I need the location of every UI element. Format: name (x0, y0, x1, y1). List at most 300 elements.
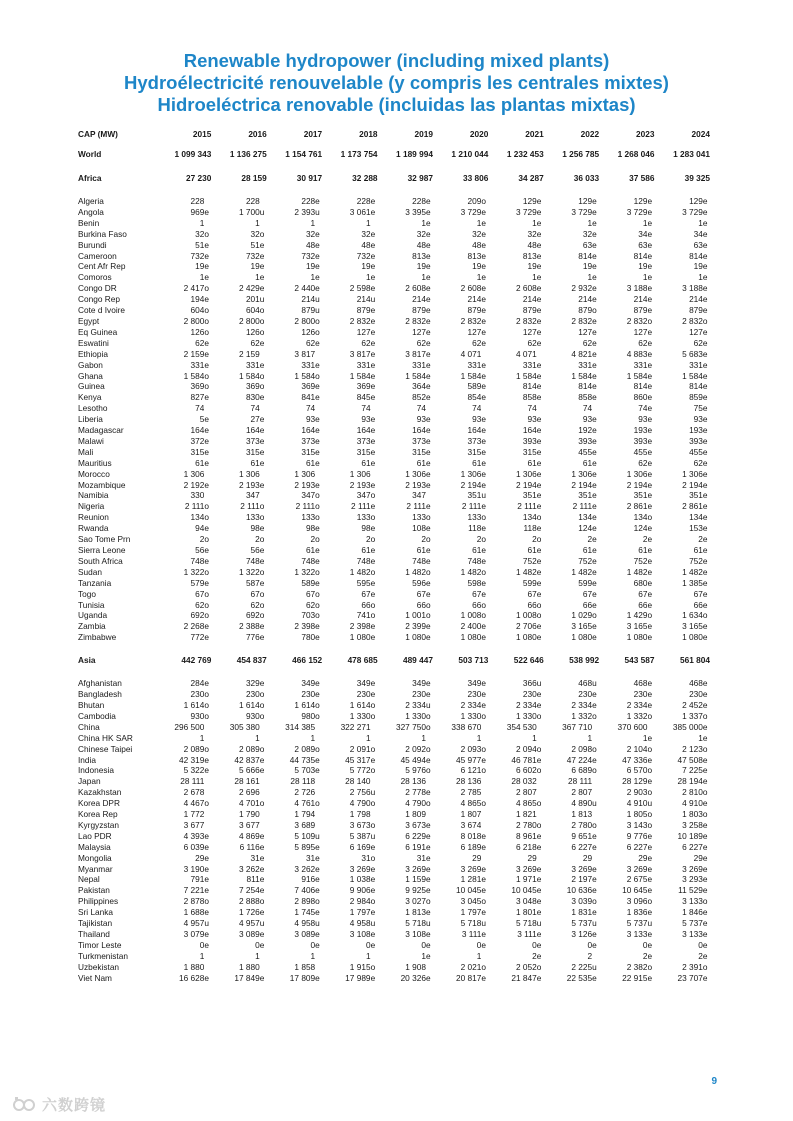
value-cell: 10 636 (566, 885, 593, 896)
flag-cell: e (481, 272, 486, 283)
value-cell: 1 (476, 950, 482, 961)
flag-cell: e (647, 523, 653, 534)
value-cell: 1 482 (515, 566, 537, 577)
value-cell: 61 (416, 545, 426, 555)
flag-cell: e (647, 206, 653, 217)
value-cell: 351 (522, 490, 537, 501)
value-cell: 1 809 (405, 809, 426, 820)
flag-cell (648, 722, 669, 733)
flag-cell: e (425, 754, 431, 765)
flag-cell: o (370, 743, 376, 754)
flag-cell: e (702, 632, 708, 643)
value-cell: 3 258 (682, 819, 703, 830)
table-row (78, 207, 724, 218)
value-cell: 2 021 (460, 961, 482, 972)
value-cell: 32 (472, 228, 482, 239)
value-cell: 9 776 (626, 830, 648, 841)
value-cell: 3 677 (239, 819, 260, 830)
country-name: Burkina Faso (78, 228, 127, 239)
value-cell: 133 (412, 512, 426, 523)
flag-cell (204, 787, 225, 798)
value-cell: 209 (467, 196, 482, 206)
flag-cell: e (702, 348, 708, 359)
flag-cell: o (315, 512, 320, 523)
flag-cell: e (592, 468, 597, 479)
flag-cell: e (592, 348, 597, 359)
value-cell: 127 (467, 326, 482, 337)
value-cell: 134 (689, 512, 703, 523)
flag-cell: e (702, 950, 708, 961)
country-name: Indonesia (78, 765, 114, 776)
flag-cell: o (370, 512, 376, 523)
title-block (0, 50, 793, 116)
value-cell: 5 (199, 414, 205, 425)
flag-cell: e (259, 392, 265, 403)
value-cell: 9 906 (349, 885, 371, 896)
flag-cell: e (370, 228, 376, 239)
value-cell: 3 729 (626, 206, 648, 217)
flag-cell: o (592, 743, 597, 754)
flag-cell (426, 809, 447, 820)
flag-cell (204, 951, 225, 962)
country-name: Mozambique (78, 479, 126, 490)
value-cell: 133 (245, 512, 260, 523)
value-cell: 230 (633, 689, 648, 700)
flag-cell: e (702, 577, 708, 588)
value-cell: 3 817 (405, 348, 426, 359)
value-cell: 61 (472, 457, 482, 468)
value-cell: 22 915 (622, 972, 648, 983)
value-cell: 129 (689, 196, 703, 206)
table-row (78, 229, 724, 240)
flag-cell: e (702, 874, 708, 885)
flag-cell: o (259, 599, 265, 610)
flag-cell: e (204, 907, 210, 918)
flag-cell: o (592, 305, 597, 316)
value-cell: 126 (190, 326, 205, 337)
country-name: Korea Rep (78, 809, 118, 820)
value-cell: 47 336 (622, 754, 648, 765)
value-cell: 2 (642, 950, 648, 961)
value-cell: 20 817 (455, 972, 482, 983)
value-cell: 2 382 (626, 961, 648, 972)
value-cell: 2 832 (405, 315, 426, 326)
value-cell: 1 322 (183, 566, 205, 577)
value-cell: 879 (633, 305, 648, 316)
flag-cell: e (647, 228, 653, 239)
flag-cell: o (702, 809, 708, 820)
table-row (78, 371, 724, 382)
value-cell: 5 683 (682, 348, 703, 359)
value-cell: 3 111 (461, 929, 482, 939)
total-cell: 1 256 785 (562, 148, 600, 159)
value-cell: 393 (633, 435, 648, 446)
country-name: Eq Guinea (78, 326, 118, 337)
flag-cell: e (370, 414, 376, 425)
value-cell: 17 989 (345, 972, 371, 983)
value-cell: 598 (467, 577, 482, 588)
flag-cell: e (647, 217, 653, 228)
flag-cell: o (204, 228, 210, 239)
flag-cell: e (481, 632, 486, 643)
value-cell: 1 634 (682, 610, 703, 621)
flag-cell: e (702, 907, 708, 918)
value-cell: 3 045 (460, 896, 482, 907)
value-cell: 118 (523, 523, 537, 534)
flag-cell: o (315, 490, 320, 501)
country-name: Eswatini (78, 337, 109, 348)
table-row (78, 338, 724, 349)
value-cell: 230 (301, 689, 316, 700)
flag-cell: o (702, 787, 708, 798)
flag-cell: e (315, 929, 320, 939)
country-name: Madagascar (78, 425, 124, 436)
value-cell: 8 018 (460, 830, 482, 841)
value-cell: 852 (412, 392, 426, 403)
value-cell: 4 910 (682, 798, 703, 809)
world-row (78, 147, 724, 161)
flag-cell: e (481, 228, 486, 239)
flag-cell (371, 776, 392, 787)
country-name: Uzbekistan (78, 961, 120, 972)
flag-cell: o (315, 326, 320, 337)
country-name: Cote d Ivoire (78, 305, 126, 316)
flag-cell (315, 809, 336, 820)
flag-cell: e (647, 414, 653, 425)
flag-cell: e (204, 206, 210, 217)
value-cell: 331 (522, 359, 537, 370)
value-cell: 61 (195, 457, 205, 468)
flag-cell: o (259, 743, 265, 754)
flag-cell: e (702, 555, 708, 566)
flag-cell: u (204, 918, 210, 929)
flag-cell: e (702, 852, 708, 863)
flag-cell: e (536, 754, 542, 765)
flag-cell: e (204, 272, 210, 283)
flag-cell: e (425, 939, 431, 950)
country-name: Nigeria (78, 501, 105, 512)
value-cell: 214 (578, 294, 593, 305)
value-cell: 1 (255, 272, 260, 283)
value-cell: 315 (301, 446, 316, 457)
flag-cell: e (204, 457, 210, 468)
country-name: Chinese Taipei (78, 743, 133, 754)
value-cell: 3 079 (183, 929, 205, 939)
flag-cell: e (204, 348, 210, 359)
value-cell: 351 (467, 490, 482, 501)
flag-cell: o (259, 798, 265, 809)
value-cell: 393 (578, 435, 593, 446)
flag-cell: e (315, 852, 320, 863)
flag-cell: e (259, 863, 265, 874)
country-name: Sri Lanka (78, 907, 114, 918)
flag-cell: e (702, 885, 708, 896)
year-header: 2022 (580, 129, 600, 139)
flag-cell: e (647, 403, 653, 414)
value-cell: 347 (356, 490, 371, 501)
flag-cell: e (370, 754, 376, 765)
value-cell: 3 269 (460, 863, 482, 874)
value-cell: 51 (195, 239, 205, 250)
flag-cell: e (702, 545, 708, 555)
flag-cell (315, 469, 336, 480)
value-cell: 63 (638, 239, 648, 250)
flag-cell: o (481, 566, 486, 577)
flag-cell: e (425, 523, 431, 534)
flag-cell: o (259, 588, 265, 599)
value-cell: 6 602 (515, 765, 537, 776)
flag-cell: u (536, 918, 542, 929)
value-cell: 62 (638, 337, 648, 348)
flag-cell: e (702, 939, 708, 950)
flag-cell (204, 820, 225, 831)
value-cell: 5 666 (239, 765, 260, 776)
flag-cell: e (702, 841, 708, 852)
value-cell: 1 (587, 732, 593, 743)
value-cell: 2 192 (183, 479, 205, 490)
flag-cell: o (315, 501, 320, 512)
flag-cell: u (315, 830, 320, 841)
flag-cell: e (481, 939, 486, 950)
flag-cell (592, 722, 613, 733)
flag-cell: e (425, 874, 431, 885)
value-cell: 67 (638, 588, 648, 599)
value-cell: 62 (693, 337, 703, 348)
value-cell: 4 958 (349, 918, 371, 929)
value-cell: 1 306 (682, 468, 703, 479)
table-row (78, 853, 724, 864)
country-name: Japan (78, 776, 101, 787)
flag-cell: e (425, 217, 431, 228)
flag-cell: e (259, 885, 265, 896)
flag-cell: e (425, 392, 431, 403)
value-cell: 2 159 (183, 348, 205, 359)
value-cell: 28 161 (234, 776, 260, 787)
value-cell: 373 (245, 435, 260, 446)
flag-cell: o (425, 721, 431, 732)
value-cell: 604 (190, 305, 205, 316)
flag-cell: o (259, 710, 265, 721)
flag-cell: e (315, 689, 320, 700)
flag-cell: e (536, 841, 542, 852)
flag-cell: e (592, 874, 597, 885)
flag-cell: e (315, 228, 320, 239)
value-cell: 1 971 (515, 874, 537, 885)
flag-cell: e (259, 555, 265, 566)
value-cell: 93 (305, 414, 316, 425)
value-cell: 32 (195, 228, 205, 239)
value-cell: 331 (190, 359, 205, 370)
year-header: 2018 (359, 129, 378, 139)
flag-cell: e (370, 621, 376, 632)
value-cell: 1 772 (183, 809, 205, 820)
flag-cell (426, 403, 447, 414)
table-row (78, 885, 724, 896)
spacer-row (78, 186, 724, 197)
value-cell: 192 (578, 425, 593, 436)
country-name: China HK SAR (78, 732, 133, 743)
flag-cell: o (425, 798, 431, 809)
flag-cell: e (259, 414, 265, 425)
value-cell: 2 756 (349, 787, 371, 798)
value-cell: 9 925 (405, 885, 426, 896)
value-cell: 2 089 (239, 743, 260, 754)
country-name: Lao PDR (78, 830, 112, 841)
flag-cell: e (702, 370, 708, 381)
value-cell: 228 (190, 196, 205, 206)
table-row (78, 403, 724, 414)
value-cell: 1 482 (682, 566, 703, 577)
value-cell: 9 651 (571, 830, 593, 841)
value-cell: 1 (476, 732, 482, 743)
value-cell: 2 092 (405, 743, 426, 754)
value-cell: 2 780 (571, 819, 593, 830)
value-cell: 1 846 (682, 907, 703, 918)
value-cell: 61 (693, 545, 703, 555)
value-cell: 354 530 (506, 721, 537, 732)
flag-cell: u (592, 918, 597, 929)
value-cell: 1 614 (239, 699, 260, 710)
value-cell: 1 614 (294, 699, 316, 710)
value-cell: 364 (412, 381, 426, 392)
flag-cell: e (425, 830, 431, 841)
value-cell: 93 (582, 414, 593, 425)
corner-label: CAP (MW) (78, 129, 118, 139)
value-cell: 28 032 (511, 776, 537, 787)
value-cell: 315 (412, 446, 426, 457)
value-cell: 393 (689, 435, 703, 446)
flag-cell: e (647, 929, 653, 939)
value-cell: 214 (689, 294, 703, 305)
value-cell: 31 (361, 852, 371, 863)
value-cell: 1 797 (349, 907, 371, 918)
value-cell: 1 (698, 217, 703, 228)
flag-cell: e (702, 754, 708, 765)
value-cell: 455 (689, 446, 703, 457)
value-cell: 4 790 (349, 798, 371, 809)
flag-cell: e (647, 545, 653, 555)
flag-cell: e (370, 305, 376, 316)
flag-cell: e (425, 588, 431, 599)
value-cell: 859 (689, 392, 703, 403)
flag-cell: e (592, 512, 597, 523)
value-cell: 7 254 (239, 885, 260, 896)
value-cell: 1 (587, 217, 593, 228)
value-cell: 2 785 (460, 787, 482, 798)
table-row (78, 425, 724, 436)
flag-cell: u (315, 206, 320, 217)
total-cell: 1 268 046 (617, 148, 655, 159)
table-row (78, 578, 724, 589)
value-cell: 1 330 (460, 710, 482, 721)
value-cell: 1 482 (460, 566, 482, 577)
value-cell: 93 (693, 414, 703, 425)
value-cell: 10 645 (622, 885, 648, 896)
flag-cell: e (647, 852, 653, 863)
value-cell: 108 (412, 523, 426, 534)
flag-cell (371, 809, 392, 820)
value-cell: 4 957 (239, 918, 260, 929)
value-cell: 153 (689, 523, 703, 534)
flag-cell: e (425, 326, 431, 337)
flag-cell (481, 951, 502, 962)
flag-cell: e (647, 425, 653, 436)
flag-cell (260, 787, 281, 798)
country-name: Tanzania (78, 577, 112, 588)
value-cell: 61 (250, 457, 260, 468)
value-cell: 1 (476, 217, 482, 228)
flag-cell: e (315, 261, 320, 272)
value-cell: 284 (190, 678, 205, 689)
value-cell: 349 (467, 678, 482, 689)
value-cell: 1 (532, 732, 537, 743)
value-cell: 214 (301, 294, 316, 305)
flag-cell: e (370, 196, 376, 206)
value-cell: 830 (245, 392, 260, 403)
value-cell: 732 (301, 250, 316, 261)
value-cell: 27 (250, 414, 260, 425)
value-cell: 1 836 (626, 907, 648, 918)
flag-cell: o (259, 370, 265, 381)
value-cell: 19 (527, 261, 537, 272)
flag-cell: u (370, 918, 376, 929)
flag-cell: e (647, 599, 653, 610)
flag-cell: e (370, 392, 376, 403)
table-row (78, 711, 724, 722)
value-cell: 32 (250, 228, 260, 239)
value-cell: 127 (412, 326, 426, 337)
value-cell: 587 (245, 577, 260, 588)
value-cell: 0 (532, 939, 537, 950)
flag-cell: e (315, 250, 320, 261)
value-cell: 604 (245, 305, 260, 316)
flag-cell: o (259, 381, 265, 392)
flag-cell (260, 469, 281, 480)
value-cell: 347 (412, 490, 426, 501)
flag-cell: e (425, 239, 431, 250)
value-cell: 1 (698, 732, 703, 743)
value-cell: 0 (587, 939, 593, 950)
flag-cell (592, 951, 613, 962)
value-cell: 2 098 (571, 743, 593, 754)
value-cell: 93 (472, 414, 482, 425)
year-header: 2015 (192, 129, 212, 139)
value-cell: 1 915 (349, 961, 371, 972)
flag-cell: e (370, 863, 376, 874)
value-cell: 879 (578, 305, 593, 316)
value-cell: 1 385 (682, 577, 703, 588)
flag-cell: e (592, 490, 597, 501)
value-cell: 1 306 (239, 468, 260, 479)
value-cell: 1 330 (405, 710, 426, 721)
total-cell: 36 033 (573, 173, 600, 184)
flag-cell: e (370, 337, 376, 348)
flag-cell: e (259, 239, 265, 250)
flag-cell: o (370, 961, 376, 972)
flag-cell (315, 733, 336, 744)
flag-cell: e (536, 885, 542, 896)
group-label: World (78, 148, 102, 159)
flag-cell: e (425, 457, 431, 468)
value-cell: 858 (522, 392, 537, 403)
value-cell: 2 111 (406, 501, 426, 512)
flag-cell: e (702, 689, 708, 700)
flag-cell: o (204, 710, 210, 721)
value-cell: 45 317 (345, 754, 371, 765)
flag-cell: o (204, 599, 210, 610)
flag-cell: o (204, 315, 210, 326)
value-cell: 2 111 (517, 501, 537, 512)
